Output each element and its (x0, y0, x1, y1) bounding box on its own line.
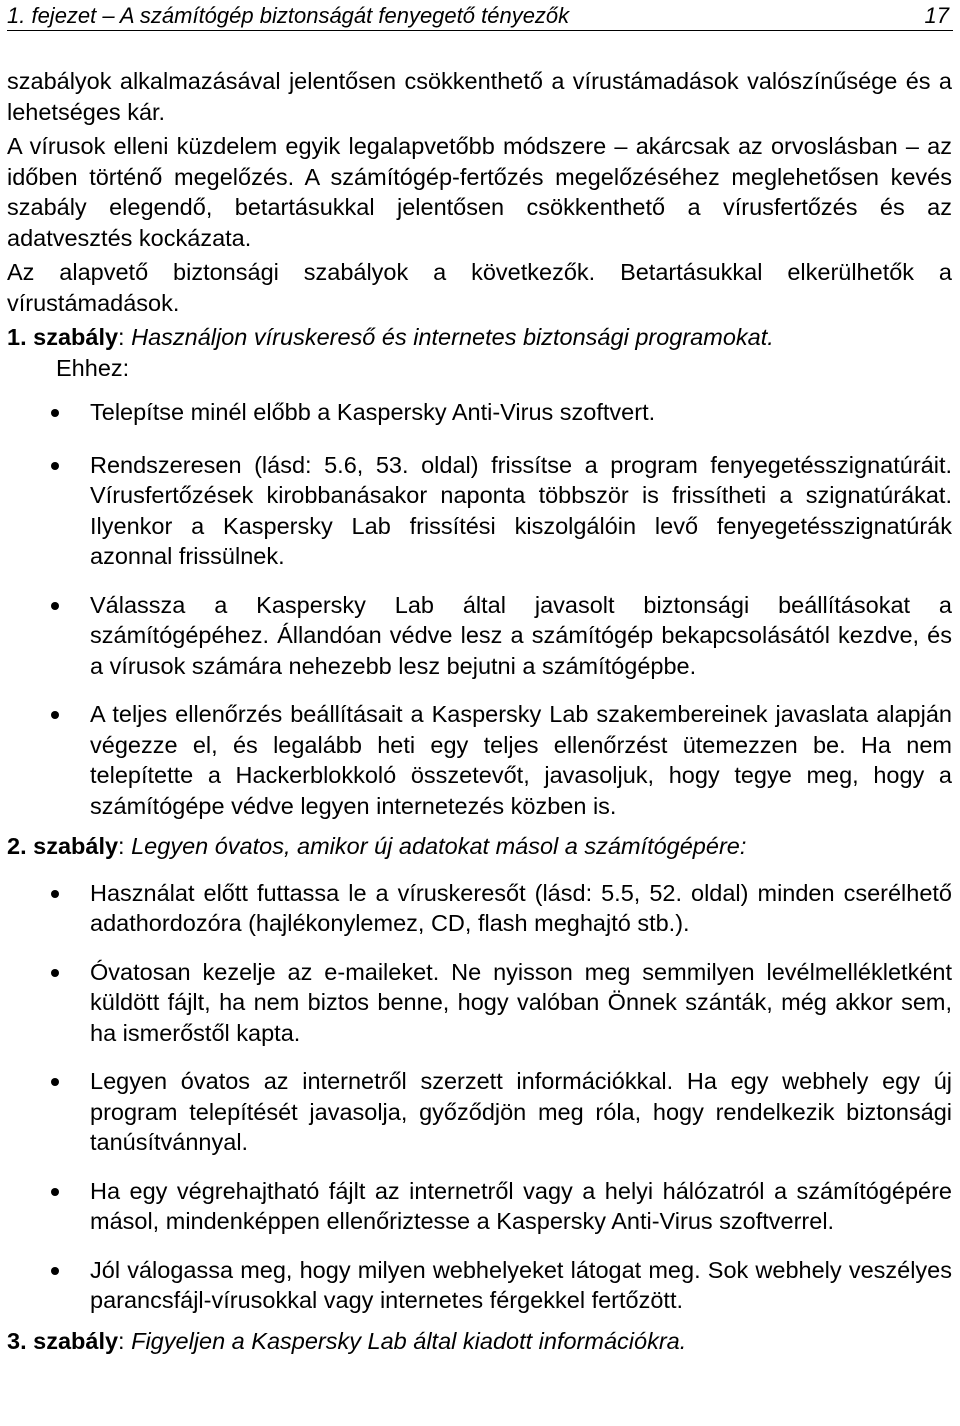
list-item (7, 1255, 952, 1316)
rule-2-colon: : (118, 833, 132, 859)
list-item-text: Legyen óvatos az internetről szerzett információkkal. Ha egy webhely egy új program telepítését javasolja, győződjön meg róla, hogy rendelkezik biztonsági tanúsítvánnyal. (90, 1068, 952, 1155)
list-item (7, 450, 952, 572)
list-item (7, 1066, 952, 1158)
intro-paragraph-2: A vírusok elleni küzdelem egyik legalapvetőbb módszere – akárcsak az orvoslásban – az időben történő megelőzés. A számítógép-fertőzés megelőzéséhez meglehetősen kevés szabály elegendő, betartásukkal jelentősen csökkenthető a vírusfertőzés és az adatvesztés kockázata. (7, 133, 952, 251)
list-item-text: Ha egy végrehajtható fájlt az internetről vagy a helyi hálózatról a számítógépére másol, mindenképpen ellenőriztesse a Kaspersky Anti-Virus szoftverrel. (90, 1177, 952, 1234)
list-item-text: Használat előtt futtassa le a víruskeresőt (lásd: 5.5, 52. oldal) minden cserélhető adathordozóra (hajlékonylemez, CD, flash meghajtó stb.). (90, 879, 952, 936)
list-item-text: Telepítse minél előbb a Kaspersky Anti-Virus szoftvert. (90, 399, 656, 425)
list-item (7, 590, 952, 682)
rule-2-text: Legyen óvatos, amikor új adatokat másol a számítógépére: (131, 833, 747, 859)
bullet-icon (51, 1078, 59, 1086)
bullet-icon (51, 711, 59, 719)
rule-2-label: 2. szabály (7, 833, 119, 859)
bullet-icon (51, 409, 59, 417)
bullet-icon (51, 890, 59, 898)
rule-2-list (7, 878, 952, 1316)
rule-1-list (7, 397, 952, 821)
bullet-icon (51, 462, 59, 470)
rule-1-heading (7, 322, 952, 353)
bullet-icon (51, 1188, 59, 1196)
rule-2-heading (7, 831, 952, 862)
list-item-text: Óvatosan kezelje az e-maileket. Ne nyisson meg semmilyen levélmellékletként küldött fájlt, ha nem biztos benne, hogy valóban Önnek szánták, még akkor sem, ha ismerőstől kapta. (90, 958, 952, 1046)
intro-paragraph-3: Az alapvető biztonsági szabályok a következők. Betartásukkal elkerülhetők a vírustámadások. (7, 259, 952, 316)
intro-paragraph-1: szabályok alkalmazásával jelentősen csökkenthető a vírustámadások valószínűsége és a lehetséges kár. (7, 68, 952, 125)
list-item (7, 957, 952, 1049)
rule-3-label: 3. szabály (7, 1327, 119, 1354)
chapter-title: 1. fejezet – A számítógép biztonságát fenyegető tényezők (7, 3, 570, 28)
rule-1-text: Használjon víruskereső és internetes biztonsági programokat. (131, 324, 774, 350)
rule-1-ehhez: Ehhez: (56, 354, 130, 381)
list-item (7, 1176, 952, 1237)
bullet-icon (51, 969, 59, 977)
rule-1-colon: : (118, 324, 132, 350)
bullet-icon (51, 602, 59, 610)
list-item-text: Jól válogassa meg, hogy milyen webhelyeket látogat meg. Sok webhely veszélyes parancsfájl-vírusokkal vagy internetes férgekkel fertőzött. (90, 1256, 952, 1313)
rule-3-text: Figyeljen a Kaspersky Lab által kiadott információkra. (131, 1327, 687, 1354)
page-number: 17 (924, 3, 949, 28)
list-item (7, 699, 952, 821)
rule-3-colon: : (118, 1327, 132, 1354)
list-item-text: A teljes ellenőrzés beállításait a Kaspersky Lab szakembereinek javaslata alapján végezze el, és legalább heti egy teljes ellenőrzést ütemezzen be. Ha nem telepítette a Hackerblokkoló összetevőt, javasoljuk, hogy tegye meg, hogy a számítógépe védve legyen internetezés közben is. (90, 701, 952, 819)
list-item (7, 397, 952, 428)
bullet-icon (51, 1267, 59, 1275)
page-header (7, 0, 953, 31)
page-body (7, 66, 952, 1356)
list-item (7, 878, 952, 939)
list-item-text: Rendszeresen (lásd: 5.6, 53. oldal) frissítse a program fenyegetésszignatúráit. Vírusfertőzések kirobbanásakor naponta többször is frissítheti a szignatúrákat. Ilyenkor a Kaspersky Lab frissítési kiszolgálóin levő fenyegetésszignatúrák azonnal frissülnek. (90, 451, 952, 569)
rule-3-heading (7, 1326, 952, 1357)
list-item-text: Válassza a Kaspersky Lab által javasolt biztonsági beállításokat a számítógépéhez. Állandóan védve lesz a számítógép bekapcsolásától kezdve, és a vírusok számára nehezebb lesz bejutni a számítógépbe. (90, 591, 952, 679)
rule-1-label: 1. szabály (7, 324, 119, 350)
